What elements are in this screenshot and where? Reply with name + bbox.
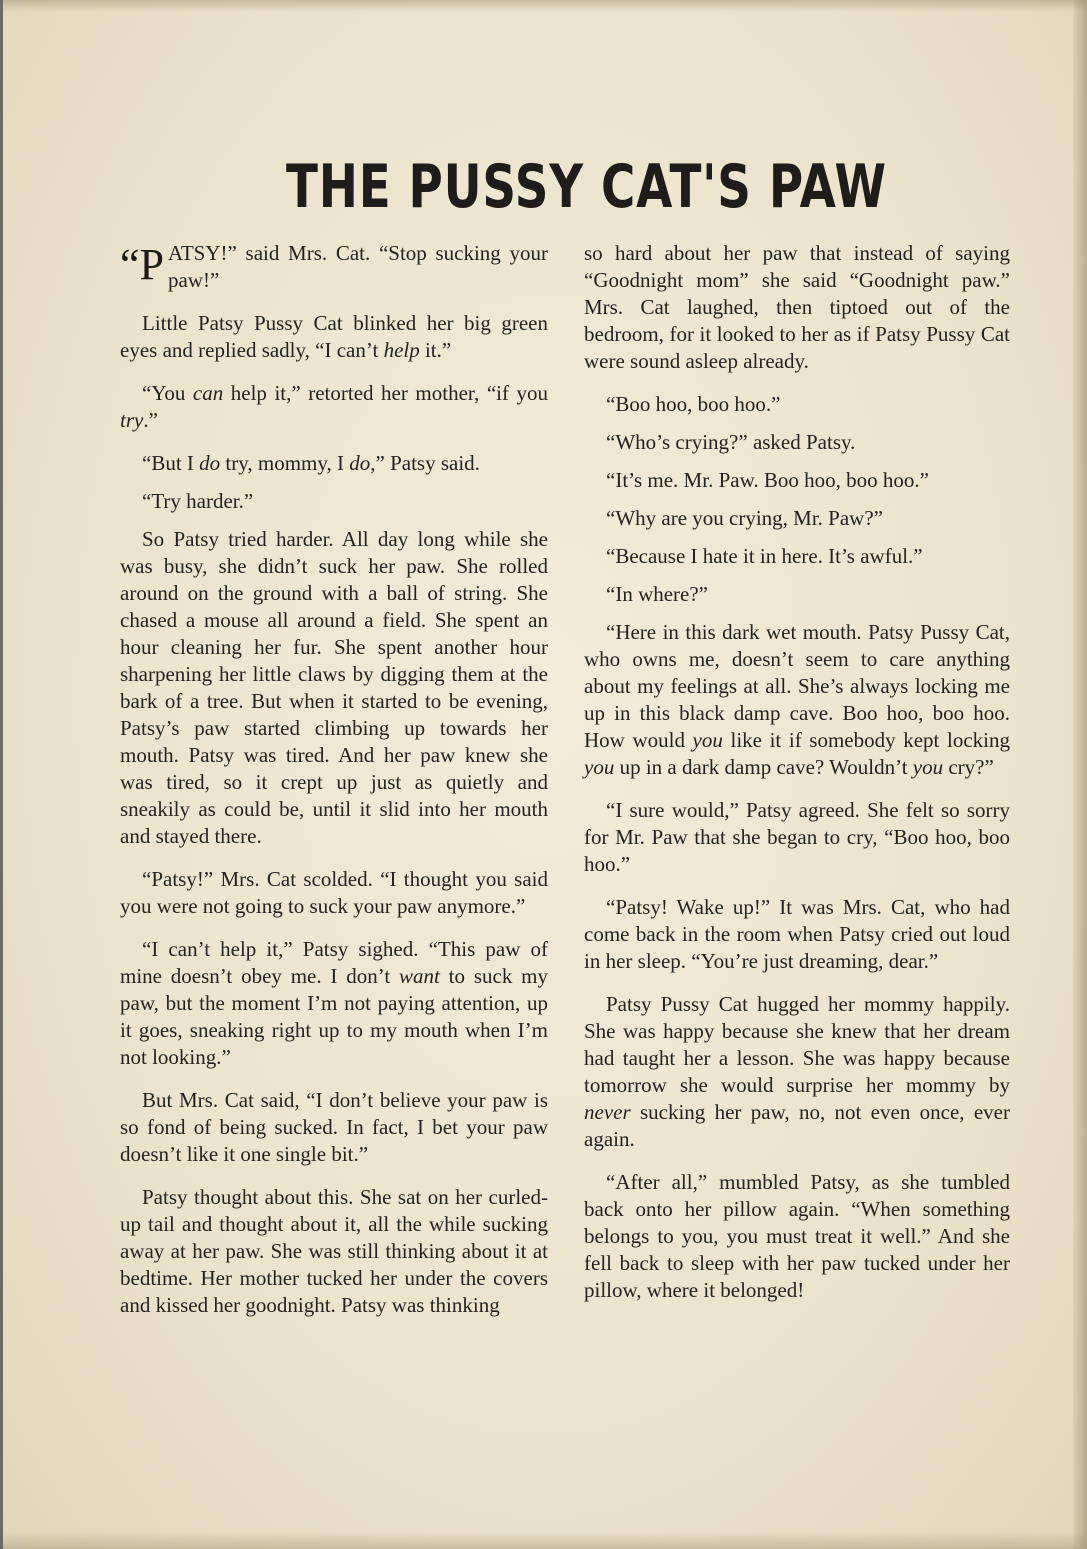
- text-run: .”: [143, 408, 158, 432]
- paragraph-14: “It’s me. Mr. Paw. Boo hoo, boo hoo.”: [606, 468, 929, 492]
- text-run: up in a dark damp cave? Wouldn’t: [614, 755, 913, 779]
- paragraph-17: “In where?”: [606, 582, 709, 606]
- paper-edge-right: [1073, 0, 1087, 1549]
- text-run: it.”: [419, 338, 452, 362]
- paragraph-5: “Try harder.”: [142, 489, 254, 513]
- italic-run: do: [199, 451, 221, 475]
- italic-run: try: [120, 408, 144, 432]
- paragraph-7: “Patsy!” Mrs. Cat scolded. “I thought you said you were not going to suck your paw anymore.”: [120, 867, 548, 918]
- paragraph-9: But Mrs. Cat said, “I don’t believe your paw is so fond of being sucked. In fact, I bet your paw doesn’t like it one single bit.”: [120, 1088, 548, 1166]
- text-run: “You: [142, 381, 193, 405]
- italic-run: you: [692, 728, 723, 752]
- text-run: ,” Patsy said.: [370, 451, 480, 475]
- text-run: “I can’t help it,” Patsy sighed. “This paw of mine doesn’t obey me. I don’t: [120, 937, 548, 988]
- text-run: help it,” retorted her mother, “if you: [223, 381, 549, 405]
- italic-run: want: [399, 964, 440, 988]
- drop-cap-letter: P: [139, 240, 165, 289]
- paragraph-22: “After all,” mumbled Patsy, as she tumbled back onto her pillow again. “When something belongs to you, you must treat it well.” And she fell back to sleep with her paw tucked under her pillow, where it belonged!: [584, 1170, 1010, 1302]
- paper-edge-bottom: [3, 1531, 1087, 1549]
- paragraph-19: “I sure would,” Patsy agreed. She felt so sorry for Mr. Paw that she began to cry, “Boo hoo, boo hoo.”: [584, 798, 1010, 876]
- italic-run: you: [912, 755, 944, 779]
- paragraph-11: so hard about her paw that instead of saying “Goodnight mom” she said “Goodnight paw.” Mrs. Cat laughed, then tiptoed out of the bedroom, for it looked to her as if Patsy Pussy Cat were sound asleep already.: [584, 241, 1010, 373]
- text-run: Patsy Pussy Cat hugged her mommy happily. She was happy because she knew that her dream had taught her a lesson. She was happy because tomorrow she would surprise her mommy by: [584, 992, 1010, 1097]
- paragraph-3: [120, 380, 548, 434]
- paragraph-10: Patsy thought about this. She sat on her curled-up tail and thought about it, all the while sucking away at her paw. She was still thinking about it at bedtime. Her mother tucked her under the covers and kissed her goodnight. Patsy was thinking: [120, 1185, 548, 1317]
- italic-run: never: [584, 1100, 631, 1124]
- paper-edge-top: [3, 0, 1087, 12]
- right-column: [584, 240, 1010, 1320]
- text-run: to suck my paw, but the moment I’m not paying attention, up it goes, sneaking right up to my mouth when I’m not looking.”: [120, 964, 548, 1069]
- paragraph-1-text: ATSY!” said Mrs. Cat. “Stop sucking your paw!”: [168, 241, 548, 292]
- paragraph-2: [120, 310, 548, 364]
- left-column: [120, 240, 548, 1335]
- paragraph-20: “Patsy! Wake up!” It was Mrs. Cat, who had come back in the room when Patsy cried out loud in her sleep. “You’re just dreaming, dear.”: [584, 895, 1010, 973]
- text-run: Little Patsy Pussy Cat blinked her big green eyes and replied sadly, “I can’t: [120, 311, 548, 362]
- paragraph-21: [584, 991, 1010, 1153]
- italic-run: do: [349, 451, 371, 475]
- text-run: “But I: [142, 451, 200, 475]
- paragraph-16: “Because I hate it in here. It’s awful.”: [606, 544, 923, 568]
- drop-cap: [120, 240, 165, 289]
- italic-run: you: [584, 755, 615, 779]
- text-run: cry?”: [943, 755, 994, 779]
- italic-run: can: [192, 381, 224, 405]
- text-run: “Here in this dark wet mouth. Patsy Pussy Cat, who owns me, doesn’t seem to care anything about my feelings at all. She’s always locking me up in this black damp cave. Boo hoo, boo hoo. How would: [584, 620, 1010, 752]
- paragraph-8: [120, 936, 548, 1071]
- italic-run: help: [383, 338, 420, 362]
- paragraph-15: “Why are you crying, Mr. Paw?”: [606, 506, 883, 530]
- paragraph-18: [584, 619, 1010, 781]
- text-run: like it if somebody kept locking: [722, 728, 1010, 752]
- drop-cap-quote: “: [120, 240, 140, 289]
- story-title: THE PUSSY CAT'S PAW: [286, 152, 887, 222]
- paragraph-12: “Boo hoo, boo hoo.”: [606, 392, 781, 416]
- paragraph-6: So Patsy tried harder. All day long while she was busy, she didn’t suck her paw. She rolled around on the ground with a ball of string. She chased a mouse all around a field. She spent an hour cleaning her fur. She spent another hour sharpening her little claws by digging them at the bark of a tree. But when it started to be evening, Patsy’s paw started climbing up towards her mouth. Patsy was tired. And her paw knew she was tired, so it crept up just as quietly and sneakily as could be, until it slid into her mouth and stayed there.: [120, 527, 548, 848]
- paragraph-1: [120, 240, 548, 294]
- text-run: sucking her paw, no, not even once, ever again.: [584, 1100, 1010, 1151]
- text-run: try, mommy, I: [220, 451, 350, 475]
- paragraph-4: [120, 450, 548, 477]
- paragraph-13: “Who’s crying?” asked Patsy.: [606, 430, 856, 454]
